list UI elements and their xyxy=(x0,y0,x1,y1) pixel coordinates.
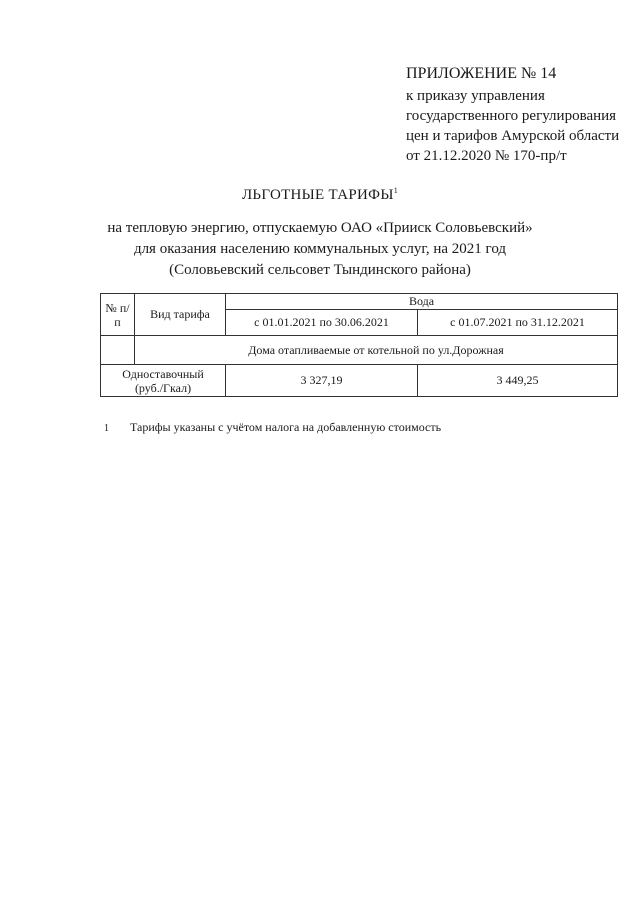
table-section-row xyxy=(101,336,618,365)
footnote xyxy=(104,420,441,435)
appendix-line: к приказу управления xyxy=(406,88,545,104)
tariff-value-period-1: 3 327,19 xyxy=(226,365,418,397)
appendix-line: государственного регулирования xyxy=(406,108,617,124)
title-footnote-mark: 1 xyxy=(393,186,399,195)
appendix-block xyxy=(406,64,619,166)
subtitle-line: для оказания населению коммунальных услуг, на 2021 год xyxy=(133,241,507,257)
tariffs-table xyxy=(100,293,618,397)
header-period-2: с 01.07.2021 по 31.12.2021 xyxy=(418,310,618,336)
appendix-title: ПРИЛОЖЕНИЕ № 14 xyxy=(406,65,557,82)
appendix-line: от 21.12.2020 № 170-пр/т xyxy=(406,148,567,164)
appendix-line: цен и тарифов Амурской области xyxy=(406,128,620,144)
footnote-mark: 1 xyxy=(104,423,109,434)
tariff-kind xyxy=(101,365,226,397)
section-title: Дома отапливаемые от котельной по ул.Дорожная xyxy=(135,336,618,365)
document-title xyxy=(0,186,640,204)
tariff-value-period-2: 3 449,25 xyxy=(418,365,618,397)
tariff-kind-name: Одноставочный xyxy=(122,366,204,381)
document-title-text: ЛЬГОТНЫЕ ТАРИФЫ xyxy=(241,187,394,203)
header-num: № п/п xyxy=(101,294,135,336)
footnote-text: Тарифы указаны с учётом налога на добавленную стоимость xyxy=(130,420,442,434)
table-header-row xyxy=(101,294,618,310)
header-group-water: Вода xyxy=(226,294,618,310)
tariff-kind-unit: (руб./Гкал) xyxy=(134,380,192,395)
section-num-cell xyxy=(101,336,135,365)
subtitle-line: на тепловую энергию, отпускаемую ОАО «Прииск Соловьевский» xyxy=(107,220,533,236)
header-period-1: с 01.01.2021 по 30.06.2021 xyxy=(226,310,418,336)
document-subtitle xyxy=(0,218,640,281)
table-row xyxy=(101,365,618,397)
header-kind: Вид тарифа xyxy=(135,294,226,336)
subtitle-line: (Соловьевский сельсовет Тындинского района) xyxy=(169,262,471,278)
